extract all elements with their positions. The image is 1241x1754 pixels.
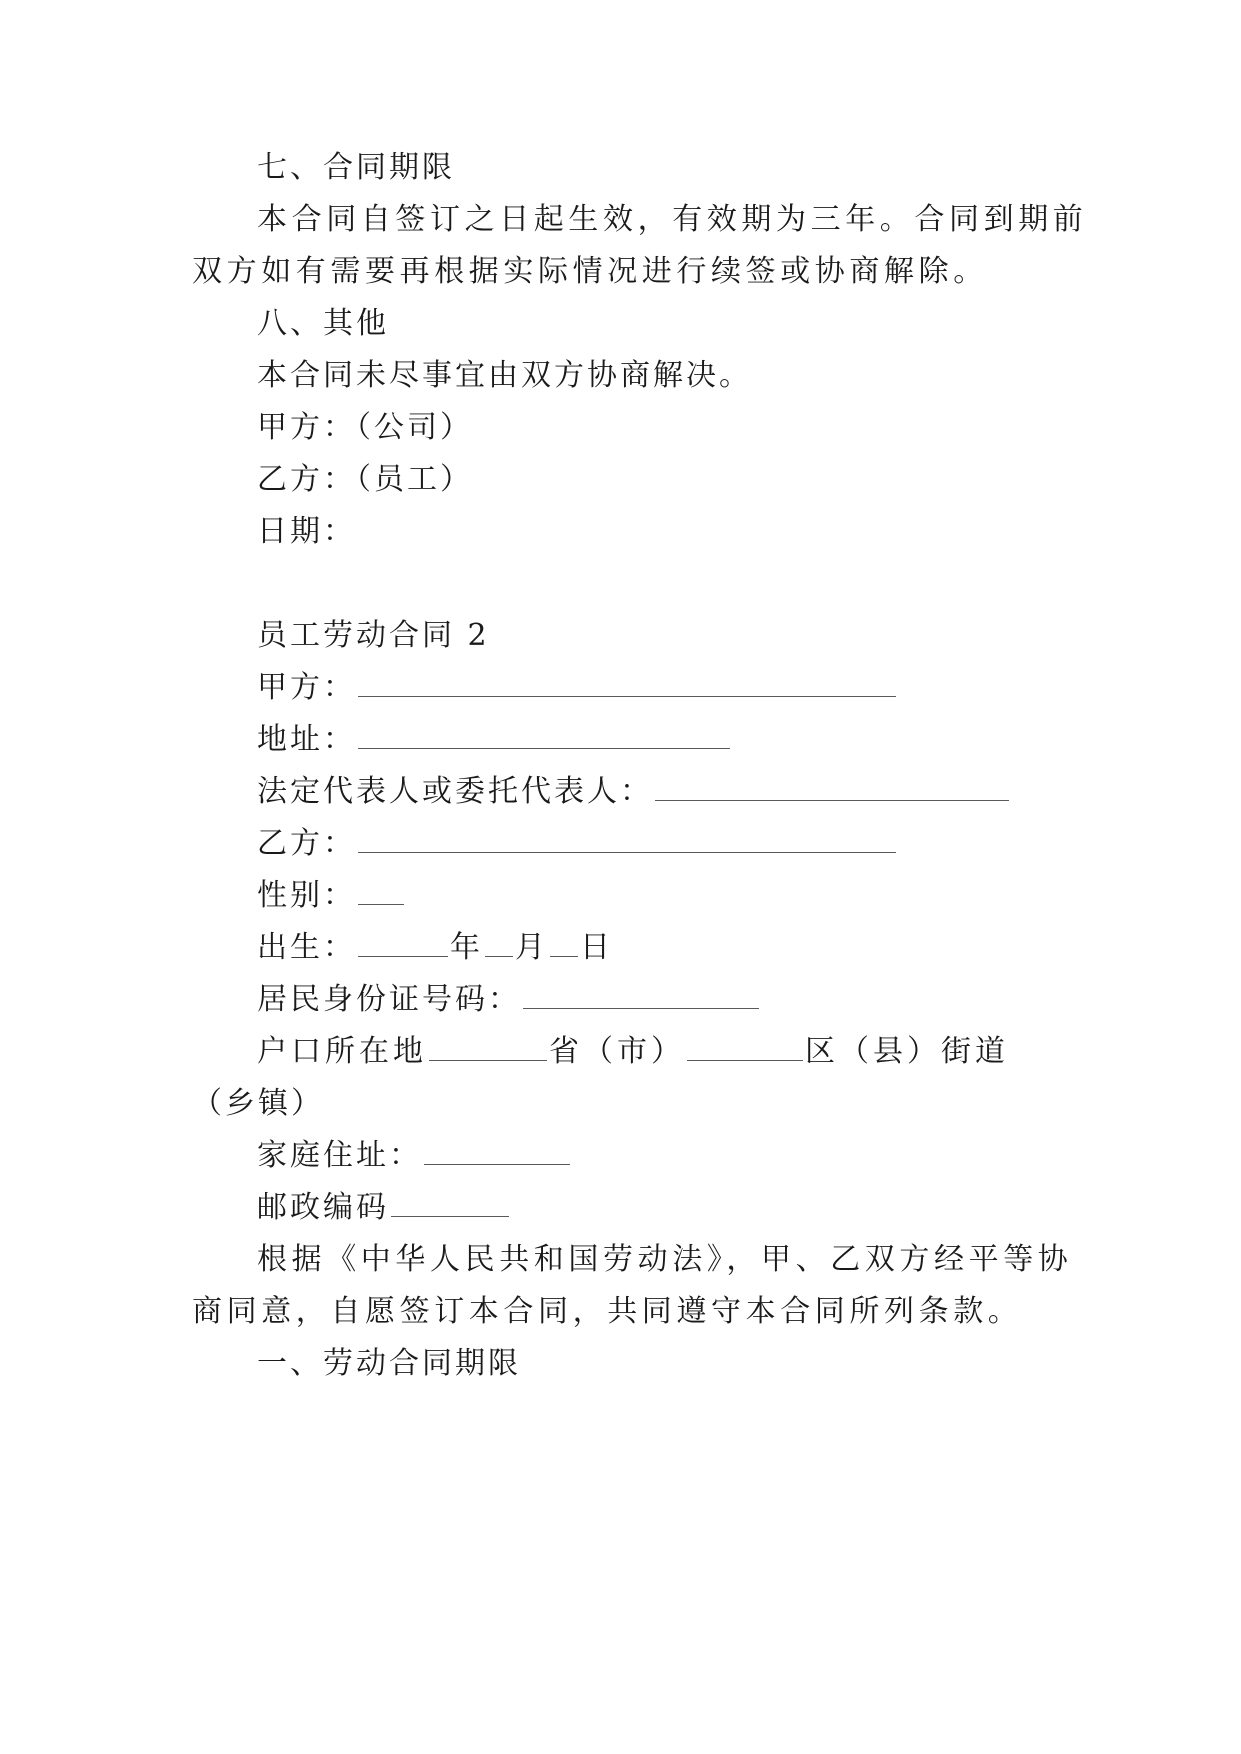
representative-row (257, 770, 1117, 814)
id-number-blank (523, 1008, 759, 1009)
representative-blank (655, 800, 1009, 801)
intro-line-2: 商同意，自愿签订本合同，共同遵守本合同所列条款。 (192, 1294, 1023, 1329)
party-a-row (257, 666, 1117, 710)
section-7-title: 七、合同期限 (257, 150, 455, 185)
address-label: 地址： (257, 722, 356, 757)
party-b-row (257, 822, 1117, 866)
postcode-row (257, 1186, 1117, 1230)
gender-blank (358, 904, 404, 905)
gender-row (257, 874, 1117, 918)
gender-label: 性别： (257, 878, 356, 913)
hukou-province-blank (429, 1060, 547, 1061)
section-7-body-line-2: 双方如有需要再根据实际情况进行续签或协商解除。 (192, 254, 988, 289)
hukou-district-label: 区（县）街道 (805, 1034, 1009, 1069)
hukou-row (257, 1030, 1117, 1074)
id-number-label: 居民身份证号码： (257, 982, 521, 1017)
contract-2-title: 员工劳动合同 2 (257, 618, 490, 653)
address-row (257, 718, 1117, 762)
party-a-blank (358, 696, 896, 697)
party-b-label: 乙方： (257, 826, 356, 861)
section-1-title: 一、劳动合同期限 (257, 1346, 521, 1381)
section-7-body-line-1: 本合同自签订之日起生效，有效期为三年。合同到期前 (257, 202, 1088, 237)
signature-party-a: 甲方：（公司） (257, 410, 473, 445)
signature-party-b: 乙方：（员工） (257, 462, 473, 497)
address-blank (358, 748, 730, 749)
representative-label: 法定代表人或委托代表人： (257, 774, 653, 809)
section-8-body: 本合同未尽事宜由双方协商解决。 (257, 358, 752, 393)
birth-day-blank (550, 956, 578, 957)
hukou-district-blank (687, 1060, 803, 1061)
section-8-title: 八、其他 (257, 306, 389, 341)
party-a-label: 甲方： (257, 670, 356, 705)
hukou-label: 户口所在地 (257, 1034, 427, 1069)
intro-line-1: 根据《中华人民共和国劳动法》，甲、乙双方经平等协 (257, 1242, 1073, 1277)
home-address-label: 家庭住址： (257, 1138, 422, 1173)
postcode-blank (391, 1216, 509, 1217)
birth-label: 出生： (257, 930, 356, 965)
id-number-row (257, 978, 1117, 1022)
hukou-township: （乡镇） (192, 1086, 324, 1121)
birth-year-blank (358, 956, 448, 957)
birth-year-label: 年 (450, 930, 483, 965)
hukou-province-label: 省（市） (549, 1034, 685, 1069)
birth-row (257, 926, 1117, 970)
home-address-blank (424, 1164, 570, 1165)
birth-day-label: 日 (580, 930, 613, 965)
birth-month-label: 月 (515, 930, 548, 965)
home-address-row (257, 1134, 1117, 1178)
birth-month-blank (485, 956, 513, 957)
signature-date: 日期： (257, 514, 356, 549)
party-b-blank (358, 852, 896, 853)
postcode-label: 邮政编码 (257, 1190, 389, 1225)
